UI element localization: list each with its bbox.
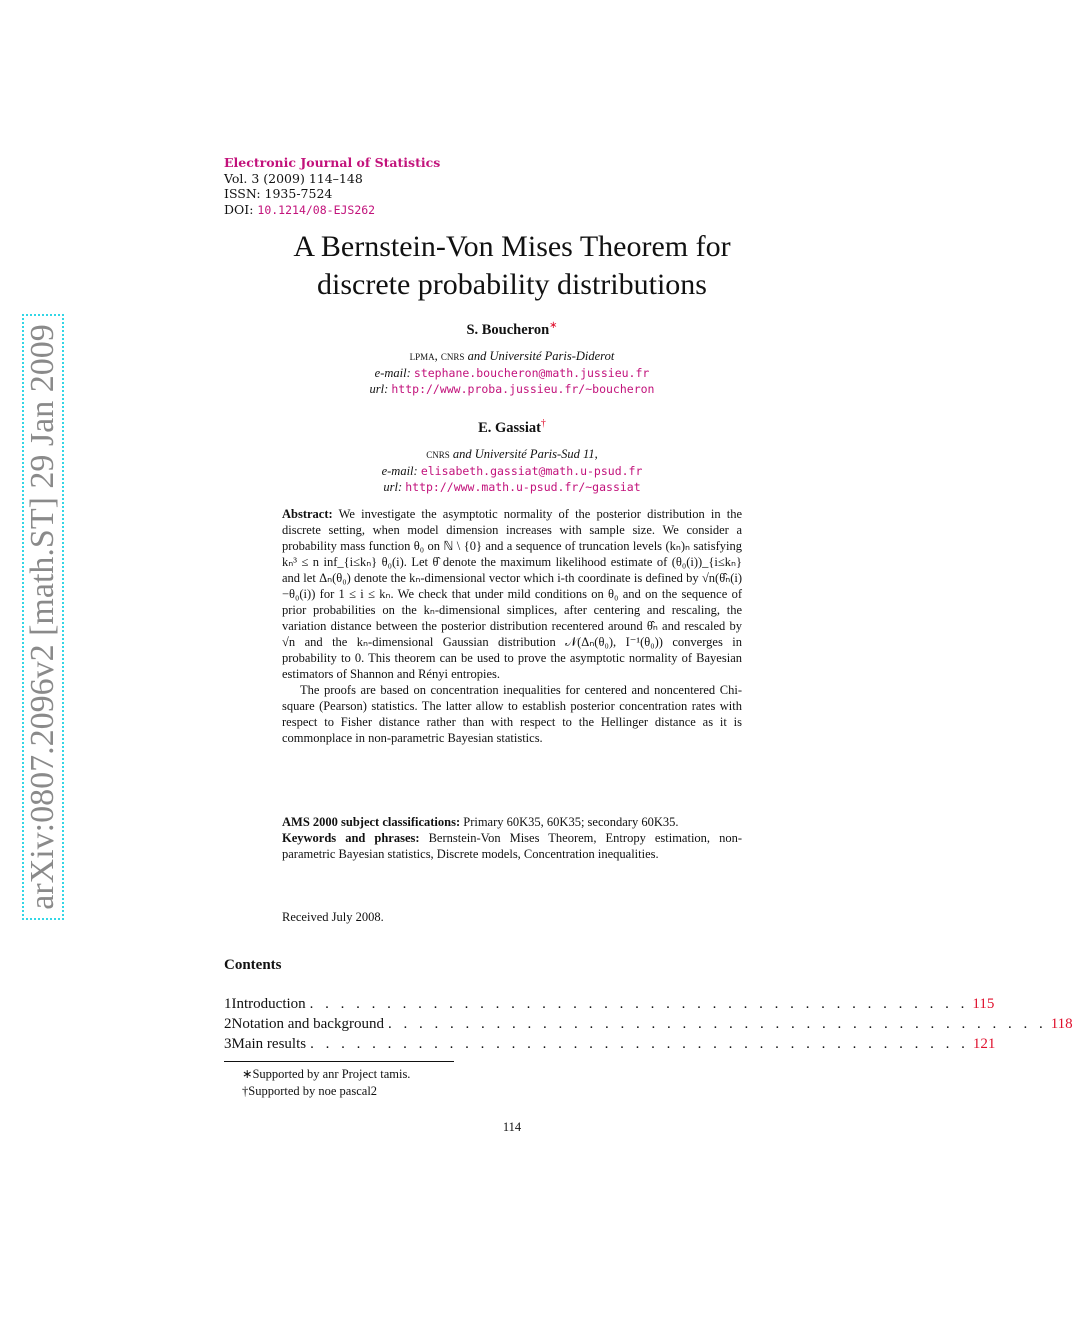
author-1-details xyxy=(200,348,824,398)
author-1 xyxy=(200,320,824,339)
author-2-url-line xyxy=(200,479,824,496)
toc-leader-dots: . . . . . . . . . . . . . . . . . . . . . . . . . . . . . . . . . . . . . . . . . . . xyxy=(387,1016,1047,1032)
toc-entry-1[interactable] xyxy=(224,996,995,1016)
arxiv-stamp xyxy=(22,314,64,920)
author-1-affiliation xyxy=(200,348,824,365)
toc-entry-2[interactable] xyxy=(224,1016,1073,1036)
author-2-email[interactable]: elisabeth.gassiat@math.u-psud.fr xyxy=(420,463,643,478)
received-date: Received July 2008. xyxy=(282,910,384,924)
keywords-label: Keywords and phrases: xyxy=(282,831,420,845)
author-2-name: E. Gassiat xyxy=(478,419,541,436)
url-label: url: xyxy=(369,382,392,396)
abstract-text-1: We investigate the asymptotic normality of the posterior distribution in the discrete setting, when model dimension increases with sample size. We consider a probability mass function θ₀ on ℕ \ {0} and a sequence of truncation levels (kₙ)ₙ satisfying kₙ³ ≤ n inf_{i≤kₙ} θ₀(i). Let θ̂ denote the maximum likelihood estimate of (θ₀(i))_{i≤kₙ} and let Δₙ(θ₀) denote the kₙ-dimensional vector which i-th coordinate is defined by √n(θ̂ₙ(i)−θ₀(i)) for 1 ≤ i ≤ kₙ. We check that under mild conditions on θ₀ and on the sequence of prior probabilities on the kₙ-dimensional simplices, after centering and rescaling, the variation distance between the posterior distribution recentered around θ̂ₙ and rescaled by √n and the kₙ-dimensional Gaussian distribution 𝒩(Δₙ(θ₀), I⁻¹(θ₀)) converges in probability to 0. This theorem can be used to prove the asymptotic normality of Bayesian estimators of Shannon and Rényi entropies. xyxy=(282,507,742,681)
footnote-2: †Supported by noe pascal2 xyxy=(242,1083,378,1098)
keywords xyxy=(282,830,742,862)
journal-doi-line xyxy=(224,202,440,219)
toc-number: 1 xyxy=(224,996,232,1012)
toc-number: 2 xyxy=(224,1016,232,1032)
page-number: 114 xyxy=(502,1120,522,1134)
keywords-text: Bernstein-Von Mises Theorem, Entropy estimation, non-parametric Bayesian statistics, Discrete models, Concentration inequalities. xyxy=(282,831,743,861)
author-2-email-line xyxy=(200,463,824,480)
author-2-url[interactable]: http://www.math.u-psud.fr/~gassiat xyxy=(405,480,641,494)
author-1-email[interactable]: stephane.boucheron@math.jussieu.fr xyxy=(413,365,650,380)
toc-title: Introduction xyxy=(231,996,306,1012)
author-1-name: S. Boucheron xyxy=(466,321,550,338)
contents-heading: Contents xyxy=(224,957,282,973)
author-2-affil-university: and Université Paris-Sud 11, xyxy=(449,447,598,461)
title-line-2: discrete probability distributions xyxy=(317,268,707,301)
ams-classification xyxy=(282,814,742,830)
author-2 xyxy=(200,418,824,437)
table-of-contents xyxy=(224,996,1073,1056)
journal-issn: ISSN: 1935-7524 xyxy=(224,186,333,201)
footnote-rule xyxy=(224,1061,454,1062)
doi-link[interactable]: 10.1214/08-EJS262 xyxy=(257,202,376,217)
footnotes xyxy=(224,1066,410,1099)
toc-leader-dots: . . . . . . . . . . . . . . . . . . . . . . . . . . . . . . . . . . . . . . . . . . . xyxy=(309,996,969,1012)
author-2-details xyxy=(200,446,824,496)
toc-page-link[interactable]: 121 xyxy=(972,1036,996,1052)
author-1-url-line xyxy=(200,381,824,398)
toc-number: 3 xyxy=(224,1036,232,1052)
author-2-footnote-mark[interactable]: † xyxy=(540,418,546,429)
journal-name[interactable]: Electronic Journal of Statistics xyxy=(224,155,441,170)
toc-page-link[interactable]: 115 xyxy=(972,996,995,1012)
classification xyxy=(282,814,742,862)
journal-volume: Vol. 3 (2009) 114–148 xyxy=(224,170,363,186)
author-2-affil-institutions: cnrs xyxy=(426,447,450,461)
paper-title xyxy=(200,228,824,304)
abstract xyxy=(282,506,742,746)
author-2-affiliation xyxy=(200,446,824,463)
email-label: e-mail: xyxy=(381,463,421,478)
abstract-paragraph-1 xyxy=(282,506,742,682)
author-1-footnote-mark[interactable]: ∗ xyxy=(549,320,558,331)
toc-page-link[interactable]: 118 xyxy=(1050,1016,1073,1032)
email-label: e-mail: xyxy=(374,365,414,380)
author-1-url[interactable]: http://www.proba.jussieu.fr/~boucheron xyxy=(391,382,655,396)
author-1-affil-institutions: lpma, cnrs xyxy=(409,349,465,363)
doi-label: DOI: xyxy=(224,201,254,217)
footnote-1: ∗Supported by anr Project tamis. xyxy=(242,1067,411,1081)
abstract-label: Abstract: xyxy=(282,507,333,521)
ams-label: AMS 2000 subject classifications: xyxy=(282,815,461,829)
author-1-affil-university: and Université Paris-Diderot xyxy=(464,349,615,363)
journal-info xyxy=(224,155,440,218)
url-label: url: xyxy=(383,480,406,494)
abstract-paragraph-2: The proofs are based on concentration inequalities for centered and noncentered Chi-square (Pearson) statistics. The latter allow to establish posterior concentration rates with respect to Fisher distance rather than with respect to the Hellinger distance as it is commonplace in non-parametric Bayesian statistics. xyxy=(282,683,742,745)
ams-text: Primary 60K35, 60K35; secondary 60K35. xyxy=(463,815,679,829)
toc-entry-3[interactable] xyxy=(224,1036,996,1056)
toc-leader-dots: . . . . . . . . . . . . . . . . . . . . . . . . . . . . . . . . . . . . . . . . . . . xyxy=(310,1036,969,1052)
title-line-1: A Bernstein-Von Mises Theorem for xyxy=(293,230,731,263)
author-1-email-line xyxy=(200,365,824,382)
toc-title: Main results xyxy=(231,1036,307,1052)
arxiv-id: arXiv:0807.2096v2 [math.ST] 29 Jan 2009 xyxy=(24,324,61,910)
toc-title: Notation and background xyxy=(231,1016,384,1032)
